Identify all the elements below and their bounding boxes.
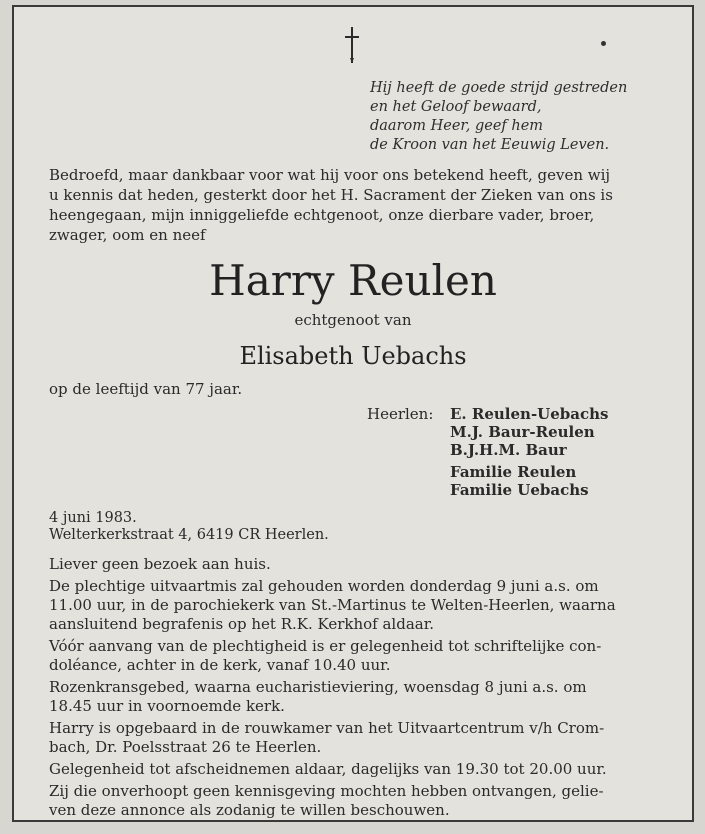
notice-line: doléance, achter in de kerk, vanaf 10.40 uur. (49, 656, 391, 674)
notice-line: 18.45 uur in voornoemde kerk. (49, 697, 285, 715)
intro-paragraph (49, 165, 669, 245)
address: Welterkerkstraat 4, 6419 CR Heerlen. (49, 527, 329, 543)
age-line: op de leeftijd van 77 jaar. (49, 380, 243, 398)
notices (49, 555, 669, 823)
relative-name: B.J.H.M. Baur (450, 441, 567, 459)
obituary-frame (12, 5, 694, 822)
verse-line: daarom Heer, geef hem (370, 118, 544, 134)
notice-line: De plechtige uitvaartmis zal gehouden worden donderdag 9 juni a.s. om (49, 577, 599, 595)
notice-condolence (49, 637, 669, 675)
verse-line: de Kroon van het Eeuwig Leven. (370, 137, 610, 153)
notice-viewing (49, 719, 669, 757)
notice-line: ven deze annonce als zodanig te willen beschouwen. (49, 801, 450, 819)
cross-icon (342, 25, 362, 65)
verse-line: Hij heeft de goede strijd gestreden (370, 80, 628, 96)
notice-funeral-mass (49, 577, 669, 634)
date: 4 juni 1983. (49, 510, 137, 526)
relatives-list (450, 405, 608, 499)
notice-rosary (49, 678, 669, 716)
notice-line: Vóór aanvang van de plechtigheid is er gelegenheid tot schriftelijke con- (49, 637, 602, 655)
verse (370, 79, 627, 155)
relative-name: M.J. Baur-Reulen (450, 423, 595, 441)
relative-name: Familie Reulen (450, 463, 577, 481)
notice-line: aansluitend begrafenis op het R.K. Kerkhof aldaar. (49, 615, 434, 633)
notice-line: Harry is opgebaard in de rouwkamer van het Uitvaartcentrum v/h Crom- (49, 719, 605, 737)
relative-name: E. Reulen-Uebachs (450, 405, 609, 423)
verse-line: en het Geloof bewaard, (370, 99, 542, 115)
notice-line: Gelegenheid tot afscheidnemen aldaar, dagelijks van 19.30 tot 20.00 uur. (49, 760, 607, 778)
intro-line: Bedroefd, maar dankbaar voor wat hij voor ons betekend heeft, geven wij (49, 166, 611, 184)
relatives-place: Heerlen: (367, 405, 434, 423)
print-speck (601, 41, 606, 46)
notice-line: Liever geen bezoek aan huis. (49, 555, 271, 573)
notice-line: Rozenkransgebed, waarna eucharistieviering, woensdag 8 juni a.s. om (49, 678, 587, 696)
deceased-name: Harry Reulen (209, 256, 497, 305)
intro-line: zwager, oom en neef (49, 226, 206, 244)
notice-visit (49, 555, 669, 574)
relative-name: Familie Uebachs (450, 481, 589, 499)
spouse-name: Elisabeth Uebachs (239, 342, 467, 370)
spouse-label: echtgenoot van (294, 311, 412, 329)
notice-line: 11.00 uur, in de parochiekerk van St.-Martinus te Welten-Heerlen, waarna (49, 596, 616, 614)
notice-no-notification (49, 782, 669, 820)
intro-line: heengegaan, mijn inniggeliefde echtgenoot, onze dierbare vader, broer, (49, 206, 595, 224)
notice-line: bach, Dr. Poelsstraat 26 te Heerlen. (49, 738, 322, 756)
notice-line: Zij die onverhoopt geen kennisgeving mochten hebben ontvangen, gelie- (49, 782, 604, 800)
notice-farewell (49, 760, 669, 779)
intro-line: u kennis dat heden, gesterkt door het H. Sacrament der Zieken van ons is (49, 186, 613, 204)
